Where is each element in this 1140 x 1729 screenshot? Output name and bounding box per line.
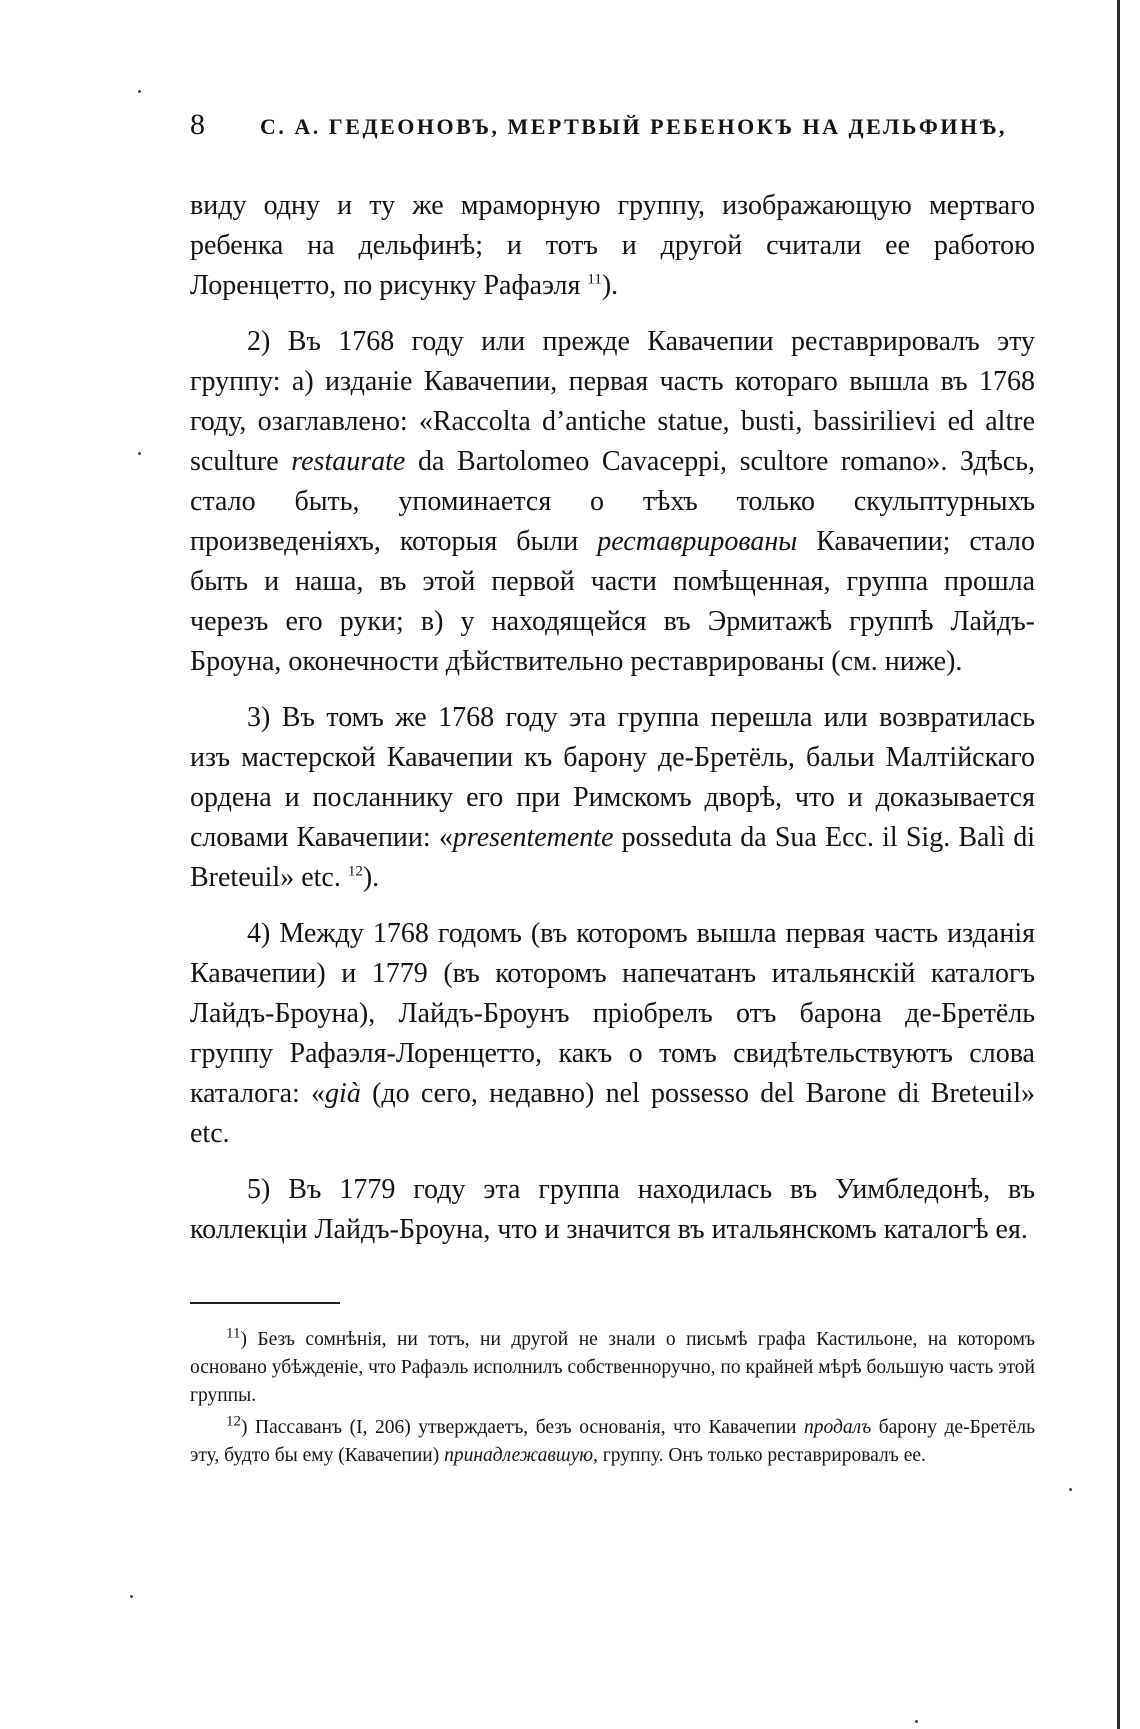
paragraph-continuation: виду одну и ту же мраморную группу, изображающую мертваго ребенка на дельфинѣ; и тотъ и другой считали ее работою Лоренцетто, по рисунку Рафаэля $^{11}$). bbox=[190, 190, 1035, 301]
main-text bbox=[190, 186, 1035, 1250]
footnote-ref-11: 11 bbox=[587, 271, 602, 288]
scan-speck bbox=[1069, 1488, 1072, 1491]
scan-speck bbox=[130, 1595, 133, 1598]
scan-speck bbox=[138, 90, 141, 93]
running-head bbox=[190, 108, 1035, 152]
page-edge-line bbox=[1117, 0, 1120, 1729]
paragraph-5: 5) Въ 1779 году эта группа находилась въ Уимбледонѣ, въ коллекціи Лайдъ-Броуна, что и значится въ итальянскомъ каталогѣ ея. bbox=[190, 1174, 1035, 1245]
footnote-ref-12: 12 bbox=[347, 863, 363, 880]
paragraph-3: 3) Въ томъ же 1768 году эта группа перешла или возвратилась изъ мастерской Кавачепии къ барону де-Бретёль, бальи Малтійскаго ордена и посланнику его при Римскомъ дворѣ, что и доказывается словами Кавачепии: «presentemente posseduta da Sua Ecc. il Sig. Balì di Breteuil» etc. $^{12}$). bbox=[190, 702, 1035, 893]
book-page bbox=[190, 108, 1035, 1470]
paragraph-2: 2) Въ 1768 году или прежде Кавачепии реставрировалъ эту группу: а) изданіе Кавачепии, первая часть котораго вышла въ 1768 году, озаглавлено: «Raccolta d’antiche statue, busti, bassirilievi ed altre sculture restaurate da Bartolomeo Cavaceppi, scultore romano». Здѣсь, стало быть, упоминается о тѣхъ только скульптурныхъ произведеніяхъ, которыя были реставрированы Кавачепии; стало быть и наша, въ этой первой части помѣщенная, группа прошла черезъ его руки; в) у находящейся въ Эрмитажѣ группѣ Лайдъ-Броуна, оконечности дѣйствительно реставрированы (см. ниже). bbox=[190, 326, 1035, 677]
scan-speck bbox=[138, 452, 141, 455]
footnote-12: $^{12}$) Пассаванъ (I, 206) утверждаетъ, безъ основанія, что Кавачепии продалъ барону де-Бретёль эту, будто бы ему (Кавачепии) принадлежавшую, группу. Онъ только реставрировалъ ее. bbox=[190, 1413, 1035, 1466]
running-title: С. А. ГЕДЕОНОВЪ, МЕРТВЫЙ РЕБЕНОКЪ НА ДЕЛЬФИНѢ, bbox=[260, 114, 1007, 139]
scan-speck bbox=[915, 1720, 918, 1723]
page-number: 8 bbox=[190, 108, 205, 141]
paragraph-4: 4) Между 1768 годомъ (въ которомъ вышла первая часть изданія Кавачепии) и 1779 (въ которомъ напечатанъ итальянскій каталогъ Лайдъ-Броуна), Лайдъ-Броунъ пріобрелъ отъ барона де-Бретёль группу Рафаэля-Лоренцетто, какъ о томъ свидѣтельствуютъ слова каталога: «già (до сего, недавно) nel possesso del Barone di Breteuil» etc. bbox=[190, 918, 1035, 1149]
footnote-11: $^{11}$) Безъ сомнѣнія, ни тотъ, ни другой не знали о письмѣ графа Кастильоне, на которомъ основано убѣжденіе, что Рафаэль исполнилъ собственноручно, по крайней мѣрѣ большую часть этой группы. bbox=[190, 1325, 1035, 1406]
footnotes bbox=[190, 1326, 1035, 1470]
footnote-divider bbox=[190, 1302, 340, 1304]
